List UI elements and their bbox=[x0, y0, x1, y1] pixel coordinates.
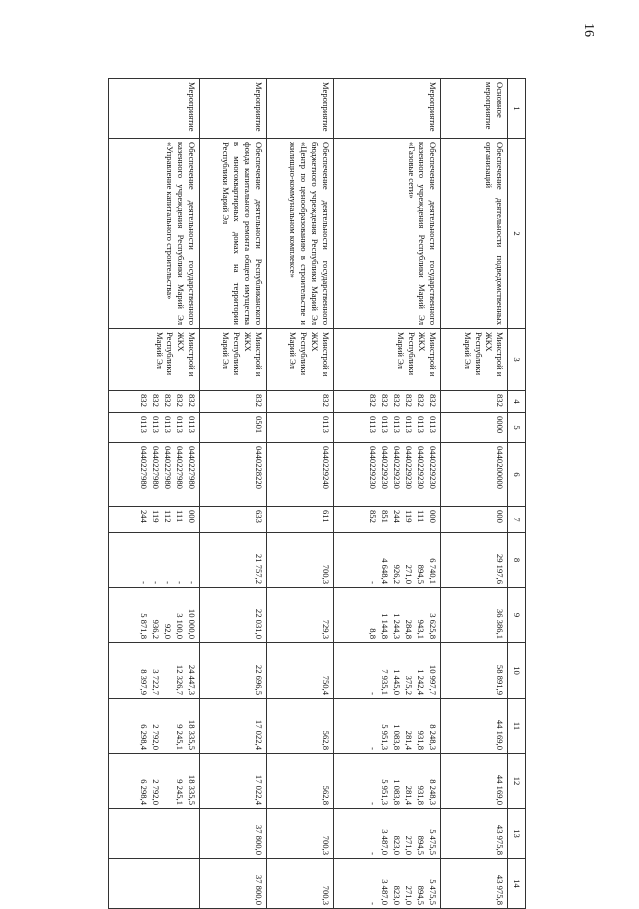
grbs-code-value: 832 bbox=[150, 394, 161, 407]
value-col-12-value: 8 248,3 bbox=[428, 779, 439, 805]
value-col-8-value: - bbox=[162, 581, 173, 584]
value-col-13-value bbox=[137, 812, 149, 855]
value-col-11-value: 17 022,4 bbox=[253, 719, 264, 750]
value-col-12-value: 5 951,3 bbox=[380, 779, 391, 805]
value-col-10-value: 8 397,9 bbox=[138, 669, 149, 695]
value-col-12-cell bbox=[441, 754, 508, 809]
target-article-code-cell bbox=[441, 443, 508, 507]
value-col-12-value: 931,8 bbox=[416, 785, 427, 805]
section-code-value: 0113 bbox=[380, 416, 391, 433]
value-col-10-value bbox=[161, 646, 173, 695]
value-col-9-value: 5 871,8 bbox=[138, 613, 149, 639]
column-header: 13 bbox=[508, 809, 526, 859]
grbs-code-value: 832 bbox=[404, 394, 415, 407]
table-row bbox=[199, 79, 266, 909]
value-col-14-value: 823,0 bbox=[392, 885, 403, 905]
row-name-cell: Обеспечение деятельности государственного бюджетного учреждения Республики Марий Эл «Центр по ценообразованию в строительстве и жилищно-коммунальном комплексе» bbox=[266, 139, 333, 329]
grbs-code-value: 832 bbox=[138, 394, 149, 407]
column-header: 2 bbox=[508, 139, 526, 329]
target-article-code-value: 0440229230 bbox=[392, 446, 403, 489]
budget-table bbox=[108, 78, 526, 909]
expense-type-code-value: 851 bbox=[380, 510, 391, 523]
value-col-12-value: 1 083,8 bbox=[392, 779, 403, 805]
column-header: 7 bbox=[508, 507, 526, 533]
target-article-code-value: 0440227980 bbox=[162, 446, 173, 489]
grbs-code-cell bbox=[333, 391, 440, 413]
value-col-12-cell bbox=[109, 754, 200, 809]
expense-type-code-cell bbox=[266, 507, 333, 533]
expense-type-code-cell bbox=[441, 507, 508, 533]
table-row bbox=[333, 79, 440, 909]
page-number: 16 bbox=[581, 23, 596, 37]
row-name-cell: Обеспечение деятельности подведомственных организаций bbox=[441, 139, 508, 329]
column-header: 11 bbox=[508, 699, 526, 754]
value-col-11-value: 6 298,4 bbox=[138, 724, 149, 750]
value-col-8-value: - bbox=[186, 581, 197, 584]
value-col-11-value: 18 335,5 bbox=[186, 719, 197, 750]
value-col-11-cell bbox=[333, 699, 440, 754]
value-col-12-value: 2 792,0 bbox=[150, 779, 161, 805]
target-article-code-value: 0440227980 bbox=[138, 446, 149, 489]
value-col-10-value: 3 722,7 bbox=[150, 669, 161, 695]
value-col-14-value bbox=[161, 862, 173, 905]
value-col-13-value: 37 800,0 bbox=[253, 824, 264, 855]
section-code-value: 0113 bbox=[404, 416, 415, 433]
value-col-12-cell bbox=[199, 754, 266, 809]
target-article-code-cell bbox=[199, 443, 266, 507]
section-code-value: 0113 bbox=[320, 416, 331, 433]
row-type-cell: Мероприятие bbox=[109, 79, 200, 139]
target-article-code-cell bbox=[333, 443, 440, 507]
target-article-code-cell bbox=[109, 443, 200, 507]
section-code-cell bbox=[441, 413, 508, 443]
row-name-cell: Обеспечение деятельности государственного казенного учреждения Республики Марий Эл «Газовые сети» bbox=[333, 139, 440, 329]
value-col-8-value: - bbox=[368, 581, 379, 584]
value-col-11-value: - bbox=[368, 747, 379, 750]
grbs-code-cell bbox=[199, 391, 266, 413]
grbs-code-value: 832 bbox=[368, 394, 379, 407]
value-col-10-value: 7 935,1 bbox=[380, 669, 391, 695]
section-code-value: 0113 bbox=[368, 416, 379, 433]
value-col-13-cell bbox=[109, 809, 200, 859]
target-article-code-value: 0440229230 bbox=[428, 446, 439, 489]
value-col-8-value: - bbox=[174, 581, 185, 584]
row-type-cell: Мероприятие bbox=[266, 79, 333, 139]
table-row bbox=[109, 79, 200, 909]
value-col-13-value: 700,3 bbox=[320, 835, 331, 855]
expense-type-code-value: 000 bbox=[428, 510, 439, 523]
value-col-13-value: 43 975,8 bbox=[495, 824, 505, 855]
column-header: 12 bbox=[508, 754, 526, 809]
value-col-11-cell bbox=[109, 699, 200, 754]
section-code-value: 0113 bbox=[186, 416, 197, 433]
target-article-code-value: 0440227980 bbox=[174, 446, 185, 489]
section-code-cell bbox=[333, 413, 440, 443]
value-col-14-cell bbox=[199, 859, 266, 909]
value-col-12-cell bbox=[333, 754, 440, 809]
value-col-13-value: 823,0 bbox=[392, 835, 403, 855]
expense-type-code-value: 852 bbox=[368, 510, 379, 523]
grbs-code-value: 832 bbox=[186, 394, 197, 407]
grbs-code-value: 832 bbox=[392, 394, 403, 407]
value-col-13-value: 3 487,0 bbox=[380, 829, 391, 855]
value-col-11-value: 931,8 bbox=[416, 730, 427, 750]
value-col-13-value: 894,5 bbox=[416, 835, 427, 855]
value-col-14-value: 3 487,0 bbox=[380, 879, 391, 905]
value-col-10-cell bbox=[266, 643, 333, 699]
column-header: 10 bbox=[508, 643, 526, 699]
value-col-11-value: 2 792,0 bbox=[150, 724, 161, 750]
value-col-14-cell bbox=[266, 859, 333, 909]
row-executor-cell: Минстрой и ЖКХ Республики Марий Эл bbox=[266, 329, 333, 391]
target-article-code-value: 0440227980 bbox=[186, 446, 197, 489]
row-executor-cell: Минстрой и ЖКХ Республики Марий Эл bbox=[109, 329, 200, 391]
table-body bbox=[109, 79, 508, 909]
target-article-code-value: 0440229230 bbox=[416, 446, 427, 489]
value-col-9-value: 284,8 bbox=[404, 619, 415, 639]
row-type-cell: Основное мероприятие bbox=[441, 79, 508, 139]
value-col-10-value: - bbox=[368, 692, 379, 695]
value-col-9-value: 729,3 bbox=[320, 619, 331, 639]
expense-type-code-cell bbox=[199, 507, 266, 533]
expense-type-code-value: 611 bbox=[320, 510, 331, 523]
value-col-9-value: 3 625,8 bbox=[428, 613, 439, 639]
expense-type-code-value: 000 bbox=[186, 510, 197, 523]
value-col-13-value bbox=[149, 812, 161, 855]
value-col-12-value: 18 335,5 bbox=[186, 774, 197, 805]
value-col-12-value: 9 245,1 bbox=[174, 779, 185, 805]
value-col-12-value: 6 298,4 bbox=[138, 779, 149, 805]
grbs-code-cell bbox=[266, 391, 333, 413]
value-col-10-cell bbox=[109, 643, 200, 699]
expense-type-code-cell bbox=[333, 507, 440, 533]
value-col-11-value: 44 169,0 bbox=[495, 719, 505, 750]
value-col-8-value: 700,3 bbox=[320, 564, 331, 584]
row-executor-cell: Минстрой и ЖКХ Республики Марий Эл bbox=[441, 329, 508, 391]
target-article-code-value: 0440229230 bbox=[368, 446, 379, 489]
value-col-13-value: 271,0 bbox=[404, 835, 415, 855]
section-code-cell bbox=[266, 413, 333, 443]
column-header: 3 bbox=[508, 329, 526, 391]
target-article-code-value: 0440227980 bbox=[150, 446, 161, 489]
grbs-code-value: 832 bbox=[380, 394, 391, 407]
expense-type-code-value: 119 bbox=[404, 510, 415, 523]
value-col-14-value: 271,0 bbox=[404, 885, 415, 905]
table-row bbox=[266, 79, 333, 909]
value-col-9-cell bbox=[441, 588, 508, 643]
value-col-13-cell bbox=[441, 809, 508, 859]
value-col-14-value bbox=[173, 862, 185, 905]
value-col-9-value: 36 386,1 bbox=[495, 608, 505, 639]
value-col-11-cell bbox=[199, 699, 266, 754]
target-article-code-cell bbox=[266, 443, 333, 507]
value-col-13-value bbox=[173, 812, 185, 855]
value-col-13-cell bbox=[333, 809, 440, 859]
value-col-10-cell bbox=[333, 643, 440, 699]
value-col-13-value: - bbox=[368, 852, 379, 855]
value-col-11-value: 1 083,8 bbox=[392, 724, 403, 750]
value-col-14-value: 37 800,0 bbox=[253, 874, 264, 905]
value-col-9-cell bbox=[199, 588, 266, 643]
value-col-8-value: 6 740,1 bbox=[428, 558, 439, 584]
value-col-13-cell bbox=[199, 809, 266, 859]
expense-type-code-value: 000 bbox=[495, 510, 505, 523]
value-col-9-value: 92,0 bbox=[162, 623, 173, 639]
grbs-code-value: 832 bbox=[253, 394, 264, 407]
value-col-8-value: 271,0 bbox=[404, 564, 415, 584]
value-col-9-cell bbox=[109, 588, 200, 643]
expense-type-code-value: 112 bbox=[162, 510, 173, 523]
value-col-14-cell bbox=[109, 859, 200, 909]
value-col-14-cell bbox=[333, 859, 440, 909]
value-col-10-value: 22 696,5 bbox=[253, 664, 264, 695]
value-col-10-value: 12 326,7 bbox=[174, 664, 185, 695]
value-col-12-value: 562,8 bbox=[320, 785, 331, 805]
section-code-value: 0113 bbox=[174, 416, 185, 433]
expense-type-code-cell bbox=[109, 507, 200, 533]
value-col-14-value: 700,3 bbox=[320, 885, 331, 905]
table-row bbox=[441, 79, 508, 909]
value-col-12-value: 17 022,4 bbox=[253, 774, 264, 805]
section-code-value: 0113 bbox=[392, 416, 403, 433]
value-col-8-value: - bbox=[150, 581, 161, 584]
target-article-code-value: 0440229230 bbox=[380, 446, 391, 489]
target-article-code-value: 0440229240 bbox=[320, 446, 331, 489]
value-col-9-value: 8,8 bbox=[368, 628, 379, 639]
value-col-9-value: 1 144,8 bbox=[380, 613, 391, 639]
value-col-10-value: 750,4 bbox=[320, 675, 331, 695]
grbs-code-value: 832 bbox=[320, 394, 331, 407]
expense-type-code-value: 244 bbox=[392, 510, 403, 523]
value-col-13-value bbox=[161, 812, 173, 855]
grbs-code-cell bbox=[441, 391, 508, 413]
value-col-8-value: 4 648,4 bbox=[380, 558, 391, 584]
expense-type-code-value: 119 bbox=[150, 510, 161, 523]
section-code-value: 0113 bbox=[416, 416, 427, 433]
value-col-11-cell bbox=[441, 699, 508, 754]
value-col-14-value: 5 475,5 bbox=[428, 879, 439, 905]
grbs-code-value: 832 bbox=[428, 394, 439, 407]
value-col-14-cell bbox=[441, 859, 508, 909]
value-col-11-value: 8 248,3 bbox=[428, 724, 439, 750]
value-col-9-value: 943,1 bbox=[416, 619, 427, 639]
expense-type-code-value: 633 bbox=[253, 510, 264, 523]
value-col-8-cell bbox=[109, 533, 200, 588]
value-col-8-cell bbox=[266, 533, 333, 588]
target-article-code-value: 0440229230 bbox=[404, 446, 415, 489]
value-col-10-value: 24 447,3 bbox=[186, 664, 197, 695]
value-col-8-value: - bbox=[138, 581, 149, 584]
budget-table-container bbox=[108, 78, 526, 908]
section-code-value: 0501 bbox=[253, 416, 264, 434]
column-header: 4 bbox=[508, 391, 526, 413]
value-col-11-value: 9 245,1 bbox=[174, 724, 185, 750]
expense-type-code-value: 111 bbox=[416, 510, 427, 523]
value-col-8-cell bbox=[199, 533, 266, 588]
value-col-11-value: 562,8 bbox=[320, 730, 331, 750]
value-col-14-value: 894,5 bbox=[416, 885, 427, 905]
value-col-13-value: 5 475,5 bbox=[428, 829, 439, 855]
row-executor-cell: Минстрой и ЖКХ Республики Марий Эл bbox=[333, 329, 440, 391]
value-col-14-value bbox=[185, 862, 197, 905]
section-code-value: 0113 bbox=[138, 416, 149, 433]
value-col-8-value: 894,5 bbox=[416, 564, 427, 584]
value-col-9-value: 22 031,0 bbox=[253, 608, 264, 639]
section-code-value: 0113 bbox=[162, 416, 173, 433]
value-col-12-value bbox=[161, 757, 173, 805]
section-code-value: 0000 bbox=[495, 416, 505, 434]
value-col-8-value: 29 197,6 bbox=[495, 553, 505, 584]
value-col-14-value: - bbox=[368, 902, 379, 905]
value-col-12-value: 44 169,0 bbox=[495, 774, 505, 805]
grbs-code-value: 832 bbox=[174, 394, 185, 407]
value-col-8-cell bbox=[441, 533, 508, 588]
value-col-12-cell bbox=[266, 754, 333, 809]
value-col-14-value bbox=[149, 862, 161, 905]
grbs-code-value: 832 bbox=[162, 394, 173, 407]
column-header: 6 bbox=[508, 443, 526, 507]
value-col-9-value: 936,2 bbox=[150, 619, 161, 639]
value-col-11-value bbox=[161, 702, 173, 750]
target-article-code-value: 0440228220 bbox=[253, 446, 264, 489]
section-code-cell bbox=[109, 413, 200, 443]
value-col-10-cell bbox=[199, 643, 266, 699]
grbs-code-value: 832 bbox=[416, 394, 427, 407]
expense-type-code-value: 244 bbox=[138, 510, 149, 523]
value-col-10-value: 1 445,0 bbox=[392, 669, 403, 695]
value-col-11-value: 281,4 bbox=[404, 730, 415, 750]
value-col-10-value: 10 997,7 bbox=[428, 664, 439, 695]
row-name-cell: Обеспечение деятельности Республиканского фонда капитального ремонта общего имущества в многоквартирных домах на территории Республики Марий Эл bbox=[199, 139, 266, 329]
header-row bbox=[508, 79, 526, 909]
value-col-8-value: 926,2 bbox=[392, 564, 403, 584]
column-header: 5 bbox=[508, 413, 526, 443]
section-code-value: 0113 bbox=[428, 416, 439, 433]
expense-type-code-value: 111 bbox=[174, 510, 185, 523]
value-col-9-cell bbox=[333, 588, 440, 643]
value-col-8-value: 21 757,2 bbox=[253, 553, 264, 584]
value-col-12-value: 281,4 bbox=[404, 785, 415, 805]
value-col-8-cell bbox=[333, 533, 440, 588]
row-type-cell: Мероприятие bbox=[199, 79, 266, 139]
value-col-10-value: 1 242,4 bbox=[416, 669, 427, 695]
value-col-9-value: 3 100,0 bbox=[174, 613, 185, 639]
value-col-14-value: 43 975,8 bbox=[495, 874, 505, 905]
column-header: 14 bbox=[508, 859, 526, 909]
column-header: 1 bbox=[508, 79, 526, 139]
section-code-cell bbox=[199, 413, 266, 443]
row-name-cell: Обеспечение деятельности государственного казенного учреждения Республики Марий Эл «Управление капитального строительства» bbox=[109, 139, 200, 329]
value-col-14-value bbox=[137, 862, 149, 905]
target-article-code-value: 0440200000 bbox=[495, 446, 505, 489]
grbs-code-cell bbox=[109, 391, 200, 413]
value-col-9-value: 10 000,0 bbox=[186, 608, 197, 639]
value-col-11-cell bbox=[266, 699, 333, 754]
column-header: 8 bbox=[508, 533, 526, 588]
value-col-10-value: 58 891,9 bbox=[495, 664, 505, 695]
value-col-10-cell bbox=[441, 643, 508, 699]
value-col-12-value: - bbox=[368, 802, 379, 805]
grbs-code-value: 832 bbox=[495, 394, 505, 407]
value-col-13-value bbox=[185, 812, 197, 855]
value-col-9-value: 1 244,3 bbox=[392, 613, 403, 639]
column-header: 9 bbox=[508, 588, 526, 643]
value-col-10-value: 375,2 bbox=[404, 675, 415, 695]
value-col-11-value: 5 951,3 bbox=[380, 724, 391, 750]
row-executor-cell: Минстрой и ЖКХ Республики Марий Эл bbox=[199, 329, 266, 391]
row-type-cell: Мероприятие bbox=[333, 79, 440, 139]
value-col-9-cell bbox=[266, 588, 333, 643]
value-col-13-cell bbox=[266, 809, 333, 859]
section-code-value: 0113 bbox=[150, 416, 161, 433]
